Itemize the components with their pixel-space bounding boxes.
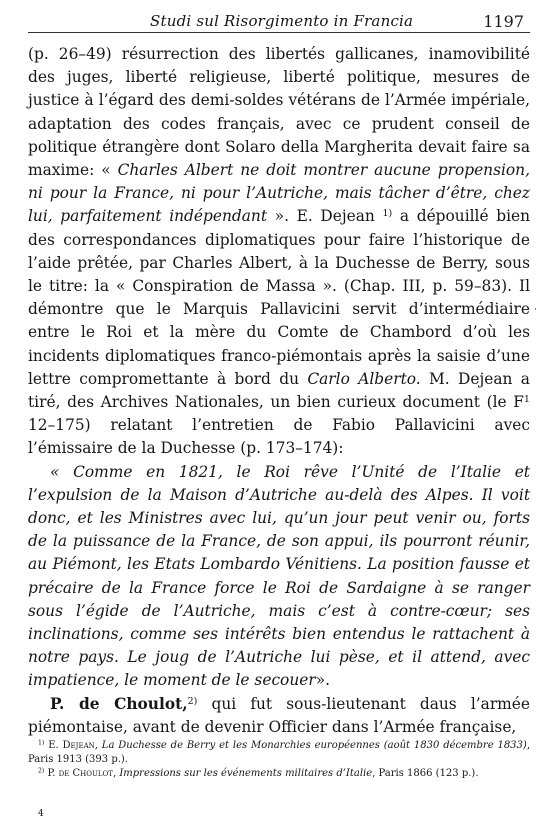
paragraph-1-text-b: ». E. Dejean [267,207,383,226]
footnote-1: $^{1)}$ E. Dejean, La Duchesse de Berry et les Monarchies européennes (août 1830 décembre 1833), Paris 1913 (393 p.). [28,739,530,765]
quotation-close: ». [315,671,331,690]
quotation-text: « Comme en 1821, le Roi rêve l’Unité de l’Italie et l’expulsion de la Maison d’Autriche au-delà des Alpes. Il voit donc, et les Ministres avec lui, qu’un jour peut venir ou, forts de la puissance de la France, de son appui, ils pourront réunir, au Piémont, les Etats Lombardo Vénitiens. La position fausse et précaire de la France force le Roi de Sardaigne à se ranger sous l’égide de l’Autriche, mais c’est à contre-cœur; ses inclinations, comme ses intérêts bien entendus le rattachent à notre pays. Le joug de l’Autriche lui pèse, et il attend, avec impatience, le moment de le secouer [28,462,530,690]
page-number: 1197 [483,12,524,31]
paragraph-1-text-c: a dépouillé bien des correspondances diplomatiques pour faire l’historique de l’aide prêtée, par Charles Albert, à la Duchesse de Berry, sous le titre: la « Conspiration de Massa ». (Chap. III, p. 59–83). Il démontre que le Marquis Pallavicini servit d’intermédiaire entre le Roi et la mère du Comte de Chambord d’où les incidents diplomatiques franco-piémontais après la saisie d’une lettre compromettante à bord du [28,207,531,388]
running-header [28,6,530,33]
footnote-1-title: La Duchesse de Berry et les Monarchies européennes (août 1830 décembre 1833) [101,740,527,751]
paragraph-1-text-d: M. Dejean a tiré, des Archives Nationales, un bien curieux document (le F [28,369,530,412]
paragraph-1 [28,43,530,461]
edge-mark: · [534,305,537,315]
paragraph-1-text-a: (p. 26–49) résurrection des libertés gallicanes, inamovibilité des juges, liberté religieuse, liberté politique, mesures de justice à l’égard des demi-soldes vétérans de l’Armée impériale, adaptation des codes français, avec ce prudent conseil de politique étrangère dont Solaro della Margherita devait faire sa maxime: « [28,45,530,180]
paragraph-2-text: qui fut sous-lieutenant daus l’armée piémontaise, avant de devenir Officier dans l’Armée française, [28,694,530,736]
charles-albert-quote: Charles Albert ne doit montrer aucune propension, ni pour la France, ni pour l’Autriche, mais tâcher d’être, chez lui, parfaitement indépendant [28,161,530,226]
footnote-1-publication: , Paris 1913 (393 p.). [28,740,530,765]
footnote-2-marker: 2) [38,767,45,775]
footnote-ref-2[interactable]: 2) [187,695,198,707]
footnote-ref-1[interactable]: 1) [382,208,393,220]
ship-name: Carlo Alberto. [307,369,421,388]
footnote-2: $^{2)}$ P. de Choulot, Impressions sur les événements militaires d’Italie, Paris 1866 (123 p.). [38,767,479,779]
footnote-1-author: Dejean [62,740,95,751]
footnote-2-title: Impressions sur les événements militaires d’Italie [119,768,373,779]
paragraph-1-text-e: 12–175) relatant l’entretien de Fabio Pallavicini avec l’émissaire de la Duchesse (p. 173–174): [28,416,530,458]
body-text [28,43,530,739]
paragraph-2 [28,693,530,739]
footnote-2-author: de Choulot [58,768,113,779]
quotation-block [28,461,530,693]
footnote-1-marker: 1) [38,739,45,747]
bottom-mark: 4 [38,809,44,819]
running-title: Studi sul Risorgimento in Francia [150,12,414,30]
footnote-1-initial: E. [48,740,63,751]
footnote-2-publication: , Paris 1866 (123 p.). [372,768,479,779]
footnotes [28,739,530,781]
footnote-2-initial: P. [47,768,59,779]
paragraph-2-lead: P. de Choulot, [50,694,188,713]
archive-series-superscript: 1 [523,393,530,405]
